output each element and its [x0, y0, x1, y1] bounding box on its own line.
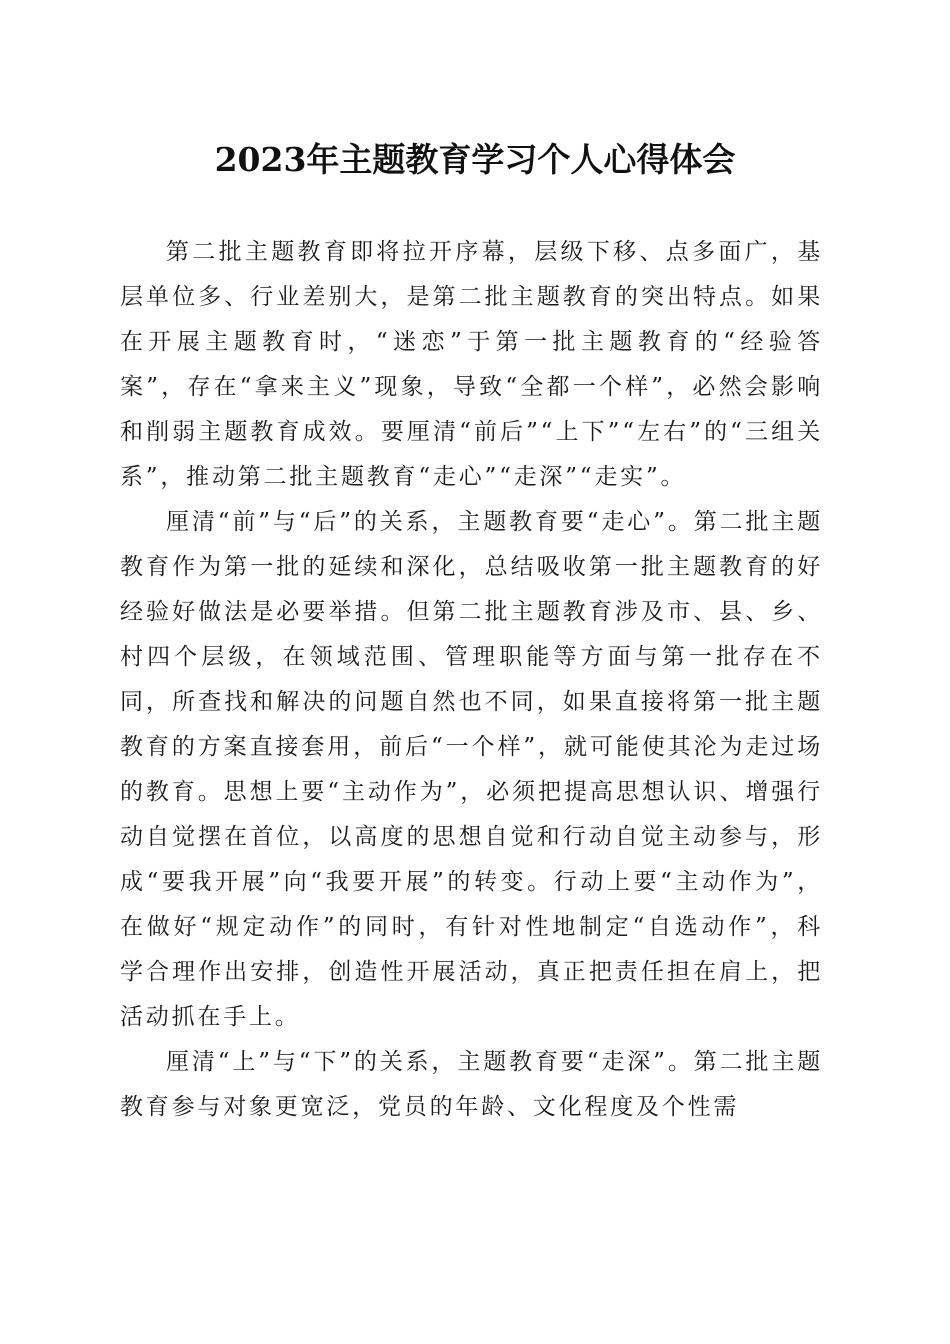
paragraph-front-back: 厘清“前”与“后”的关系，主题教育要“走心”。第二批主题教育作为第一批的延续和深化，总结吸收第一批主题教育的好经验好做法是必要举措。但第二批主题教育涉及市、县、乡、村四个层级，在领域范围、管理职能等方面与第一批存在不同，所查找和解决的问题自然也不同，如果直接将第一批主题教育的方案直接套用，前后“一个样”，就可能使其沦为走过场的教育。思想上要“主动作为”，必须把提高思想认识、增强行动自觉摆在首位，以高度的思想自觉和行动自觉主动参与，形成“要我开展”向“我要开展”的转变。行动上要“主动作为”，在做好“规定动作”的同时，有针对性地制定“自选动作”，科学合理作出安排，创造性开展活动，真正把责任担在肩上，把活动抓在手上。	[120, 509, 823, 1030]
document-body	[120, 230, 823, 1130]
paragraph-up-down: 厘清“上”与“下”的关系，主题教育要“走深”。第二批主题教育参与对象更宽泛，党员的年龄、文化程度及个性需	[120, 1049, 823, 1120]
document-title: 2023年主题教育学习个人心得体会	[214, 140, 736, 179]
paragraph-intro: 第二批主题教育即将拉开序幕，层级下移、点多面广，基层单位多、行业差别大，是第二批主题教育的突出特点。如果在开展主题教育时，“迷恋”于第一批主题教育的“经验答案”，存在“拿来主义”现象，导致“全都一个样”，必然会影响和削弱主题教育成效。要厘清“前后”“上下”“左右”的“三组关系”，推动第二批主题教育“走心”“走深”“走实”。	[120, 239, 823, 490]
